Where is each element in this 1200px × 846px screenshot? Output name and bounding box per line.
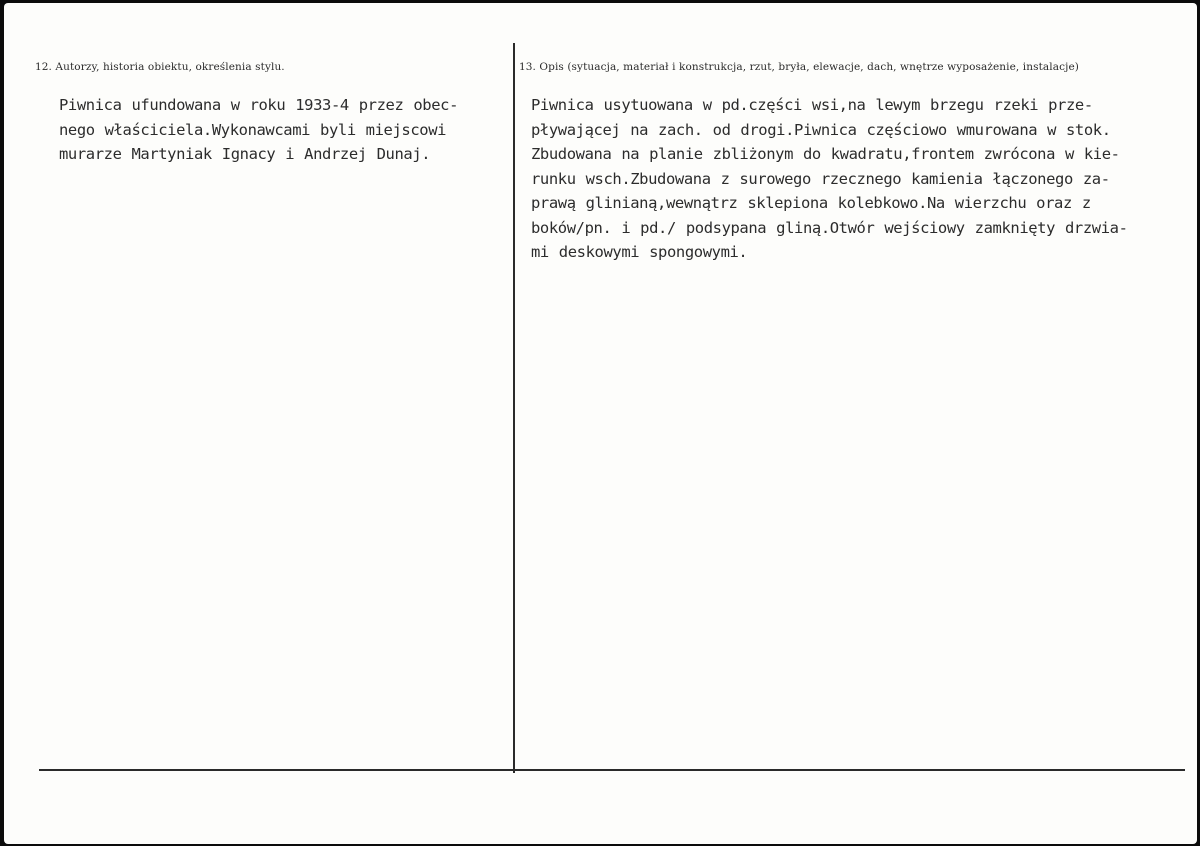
text-line: boków/pn. i pd./ podsypana gliną.Otwór wejściowy zamknięty drzwia- bbox=[531, 218, 1128, 237]
text-line: runku wsch.Zbudowana z surowego rzecznego kamienia łączonego za- bbox=[531, 169, 1110, 188]
section-12-heading: 12. Autorzy, historia obiektu, określenia stylu. bbox=[35, 61, 285, 73]
text-line: prawą glinianą,wewnątrz sklepiona kolebkowo.Na wierzchu oraz z bbox=[531, 194, 1091, 212]
text-line: pływającej na zach. od drogi.Piwnica częściowo wmurowana w stok. bbox=[531, 120, 1111, 139]
bottom-rule bbox=[39, 769, 1185, 771]
text-line: Zbudowana na planie zbliżonym do kwadratu,frontem zwrócona w kie- bbox=[531, 145, 1120, 163]
text-line: Piwnica usytuowana w pd.części wsi,na lewym brzegu rzeki prze- bbox=[531, 96, 1093, 114]
section-13-text bbox=[531, 93, 1128, 265]
section-13-heading: 13. Opis (sytuacja, materiał i konstrukcja, rzut, bryła, elewacje, dach, wnętrze wyposażenie, instalacje) bbox=[519, 61, 1079, 73]
text-line: murarze Martyniak Ignacy i Andrzej Dunaj. bbox=[59, 145, 431, 163]
record-card bbox=[4, 3, 1197, 844]
text-line: Piwnica ufundowana w roku 1933-4 przez obec- bbox=[59, 96, 458, 114]
text-line: mi deskowymi spongowymi. bbox=[531, 243, 748, 261]
text-line: nego właściciela.Wykonawcami byli miejscowi bbox=[59, 120, 447, 139]
column-divider bbox=[513, 43, 515, 773]
section-12-text bbox=[59, 93, 458, 167]
